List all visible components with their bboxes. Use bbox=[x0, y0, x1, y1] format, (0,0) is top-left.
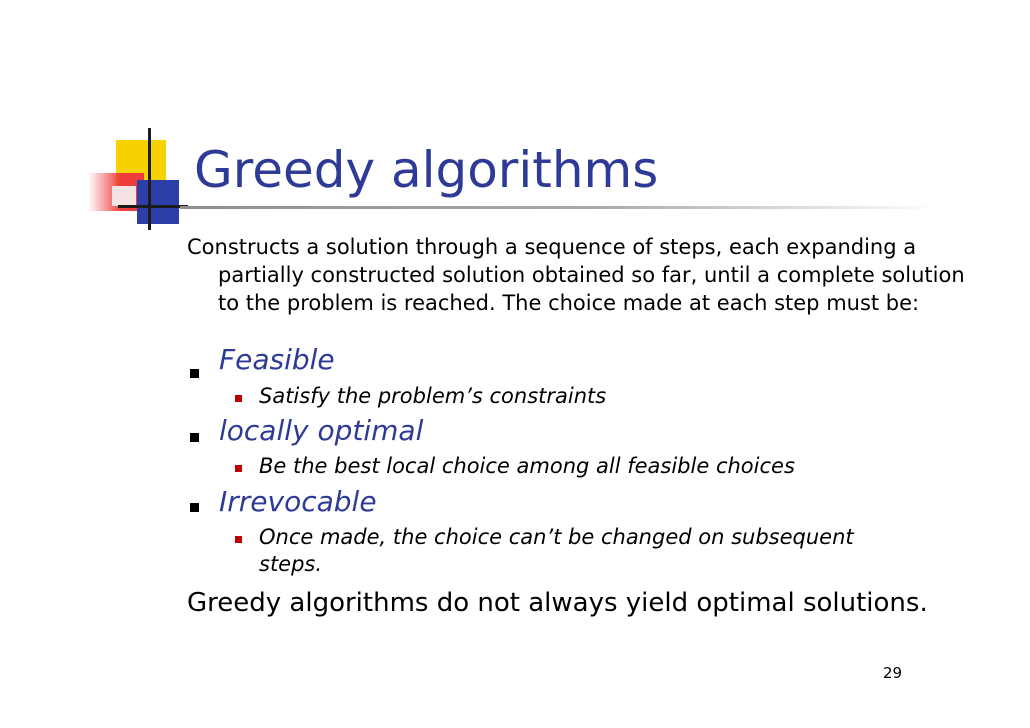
logo-horizontal-line bbox=[118, 205, 188, 208]
point-feasible: Feasible bbox=[219, 343, 335, 376]
title-underline bbox=[180, 206, 940, 209]
slide-title: Greedy algorithms bbox=[194, 141, 659, 199]
bullet-square-icon bbox=[190, 433, 199, 442]
sub-point-irrevocable: Once made, the choice can’t be changed on subsequent steps. bbox=[259, 525, 854, 576]
sub-point-locally-optimal: Be the best local choice among all feasible choices bbox=[259, 454, 795, 478]
bullet-square-icon bbox=[190, 369, 199, 378]
closing-statement: Greedy algorithms do not always yield optimal solutions. bbox=[187, 588, 928, 618]
sub-bullet-square-icon bbox=[235, 395, 242, 402]
logo-blue-square bbox=[137, 180, 179, 224]
page-number: 29 bbox=[883, 664, 903, 682]
bullet-square-icon bbox=[190, 503, 199, 512]
logo-light-square bbox=[112, 186, 136, 206]
sub-bullet-square-icon bbox=[235, 465, 242, 472]
point-irrevocable: Irrevocable bbox=[219, 485, 377, 518]
point-locally-optimal: locally optimal bbox=[219, 414, 424, 447]
logo-vertical-line bbox=[148, 128, 151, 230]
sub-point-feasible: Satisfy the problem’s constraints bbox=[259, 384, 607, 408]
intro-text: Constructs a solution through a sequence of steps, each expanding a partially constructed solution obtained so far, until a complete solution to the problem is reached. The choice made at each step must be: bbox=[187, 235, 965, 315]
sub-bullet-square-icon bbox=[235, 536, 242, 543]
